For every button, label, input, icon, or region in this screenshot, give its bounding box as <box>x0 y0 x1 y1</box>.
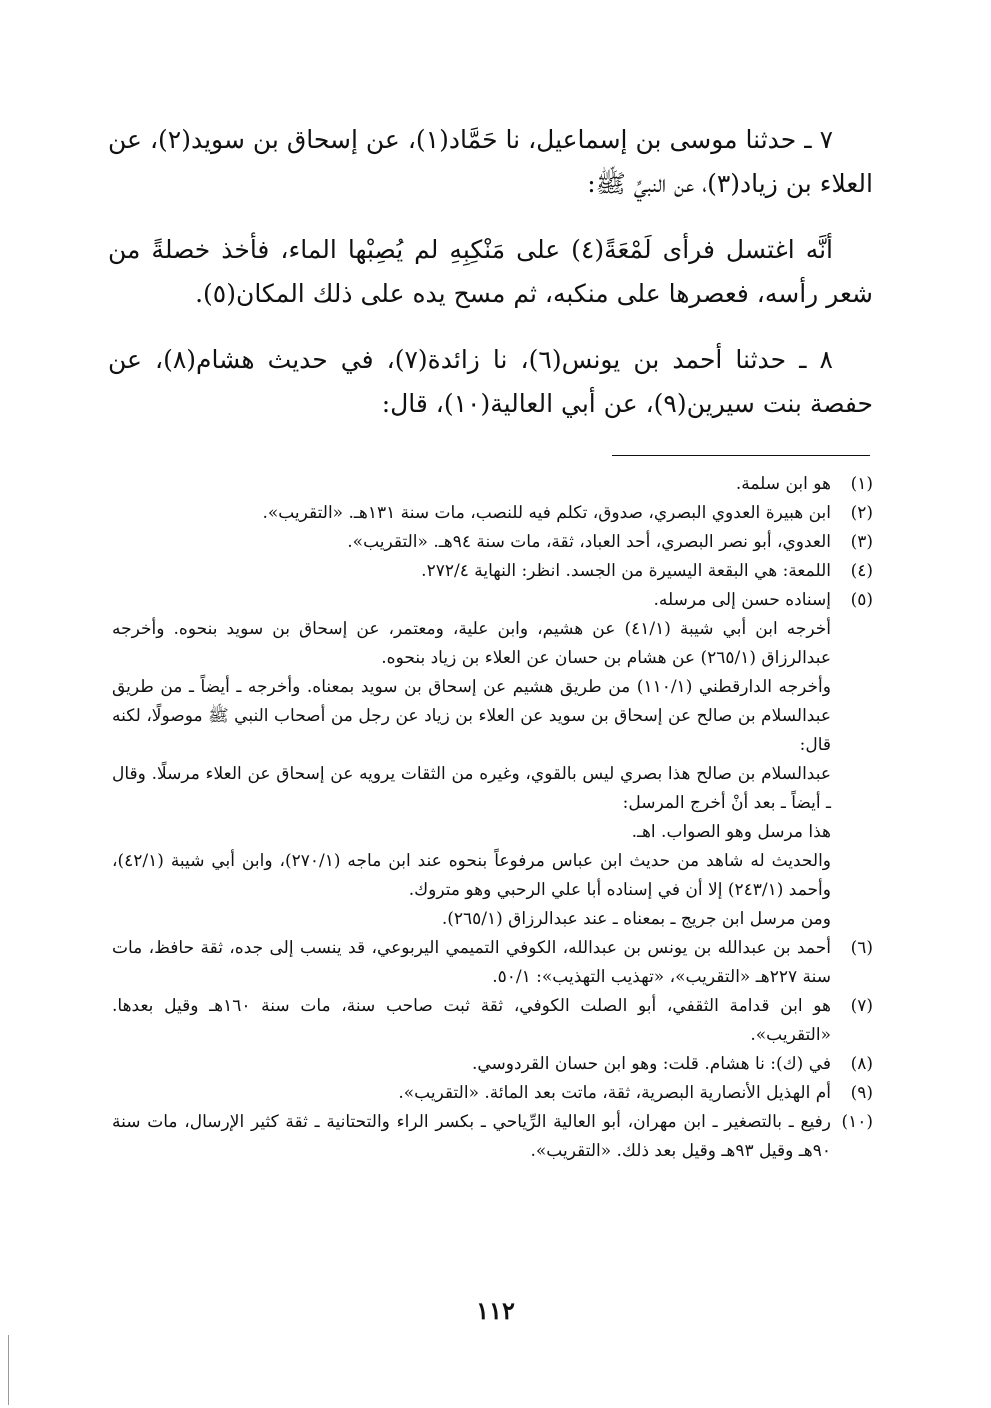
footnote-8 <box>112 1050 873 1079</box>
page-number: ١١٢ <box>476 1296 515 1325</box>
footnote-4 <box>112 557 873 586</box>
hadith-7-matn: أنَّه اغتسل فرأى لَمْعَةً(٤) على مَنْكِبِهِ لم يُصِبْها الماء، فأخذ خصلةً من شعر رأسه، فعصرها على منكبه، ثم مسح يده على ذلك المكان(٥). <box>108 235 873 308</box>
footnote-number: (١٠) <box>841 1112 873 1132</box>
footnote-number: (٩) <box>850 1083 873 1103</box>
footnote-text: أم الهذيل الأنصارية البصرية، ثقة، ماتت بعد المائة. «التقريب». <box>398 1083 831 1103</box>
footnote-number: (٢) <box>850 503 873 523</box>
footnote-text: ابن هبيرة العدوي البصري، صدوق، تكلم فيه للنصب، مات سنة ١٣١هـ. «التقريب». <box>262 503 831 523</box>
footnote-1 <box>112 470 873 499</box>
footnote-text: أخرجه ابن أبي شيبة (٤١/١) عن هشيم، وابن علية، ومعتمر، عن إسحاق بن سويد بنحوه. وأخرجه عبدالرزاق (٢٦٥/١) عن هشام بن حسان عن العلاء بن زياد بنحوه. <box>112 619 831 668</box>
footnote-text: عبدالسلام بن صالح هذا بصري ليس بالقوي، وغيره من الثقات يرويه عن إسحاق عن العلاء مرسلًا. وقال ـ أيضاً ـ بعد أنْ أخرج المرسل: <box>112 764 831 813</box>
footnote-number: (٥) <box>850 590 873 610</box>
scan-margin-line <box>8 1335 10 1405</box>
footnote-text: ومن مرسل ابن جريج ـ بمعناه ـ عند عبدالرزاق (٢٦٥/١). <box>441 909 831 929</box>
footnote-number: (٨) <box>850 1054 873 1074</box>
footnote-text: والحديث له شاهد من حديث ابن عباس مرفوعاً بنحوه عند ابن ماجه (٢٧٠/١)، وابن أبي شيبة (٤٢/١)، وأحمد (٢٤٣/١) إلا أن في إسناده أبا علي الرحبي وهو متروك. <box>112 851 831 900</box>
footnote-text: في (ك): نا هشام. قلت: وهو ابن حسان القردوسي. <box>471 1054 831 1074</box>
footnote-number: (١) <box>850 474 873 494</box>
hadith-7-isnad: ٧ ـ حدثنا موسى بن إسماعيل، نا حَمَّاد(١)، عن إسحاق بن سويد(٢)، عن العلاء بن زياد(٣)، عن النبيِّ ﷺ: <box>108 125 873 198</box>
footnote-text: هو ابن سلمة. <box>735 474 831 494</box>
footnote-text: العدوي، أبو نصر البصري، أحد العباد، ثقة، مات سنة ٩٤هـ. «التقريب». <box>347 532 831 552</box>
footnotes <box>112 470 873 1166</box>
footnote-text: وأخرجه الدارقطني (١١٠/١) من طريق هشيم عن إسحاق بن سويد بمعناه. وأخرجه ـ أيضاً ـ من طريق عبدالسلام بن صالح عن إسحاق بن سويد عن العلاء بن زياد عن رجل من أصحاب النبي ﷺ موصولًا، لكنه قال: <box>112 677 831 755</box>
footnote-3 <box>112 528 873 557</box>
footnote-10 <box>112 1108 873 1166</box>
footnote-text: رفيع ـ بالتصغير ـ ابن مهران، أبو العالية الرِّياحي ـ بكسر الراء والتحتانية ـ ثقة كثير الإرسال، مات سنة ٩٠هـ وقيل ٩٣هـ وقيل بعد ذلك. «التقريب». <box>112 1112 831 1161</box>
footnote-text: هو ابن قدامة الثقفي، أبو الصلت الكوفي، ثقة ثبت صاحب سنة، مات سنة ١٦٠هـ وقيل بعدها. «التقريب». <box>112 996 831 1045</box>
footnote-7 <box>112 992 873 1050</box>
footnote-number: (٤) <box>850 561 873 581</box>
footnote-6 <box>112 934 873 992</box>
footnote-text: إسناده حسن إلى مرسله. <box>653 590 831 610</box>
footnote-number: (٧) <box>850 996 873 1016</box>
footnote-number: (٦) <box>850 938 873 958</box>
hadith-8-isnad: ٨ ـ حدثنا أحمد بن يونس(٦)، نا زائدة(٧)، في حديث هشام(٨)، عن حفصة بنت سيرين(٩)، عن أبي العالية(١٠)، قال: <box>108 345 873 418</box>
main-text <box>108 118 873 448</box>
footnote-number: (٣) <box>850 532 873 552</box>
footnote-separator <box>612 455 870 456</box>
footnote-2 <box>112 499 873 528</box>
footnote-5 <box>112 586 873 934</box>
footnote-text: أحمد بن عبدالله بن يونس بن عبدالله، الكوفي التميمي اليربوعي، قد ينسب إلى جده، ثقة حافظ، مات سنة ٢٢٧هـ «التقريب»، «تهذيب التهذيب»: ٥٠/١. <box>112 938 831 987</box>
footnote-9 <box>112 1079 873 1108</box>
footnote-text: اللمعة: هي البقعة اليسيرة من الجسد. انظر: النهاية ٢٧٢/٤. <box>421 561 831 581</box>
footnote-text: هذا مرسل وهو الصواب. اهـ. <box>631 822 831 842</box>
